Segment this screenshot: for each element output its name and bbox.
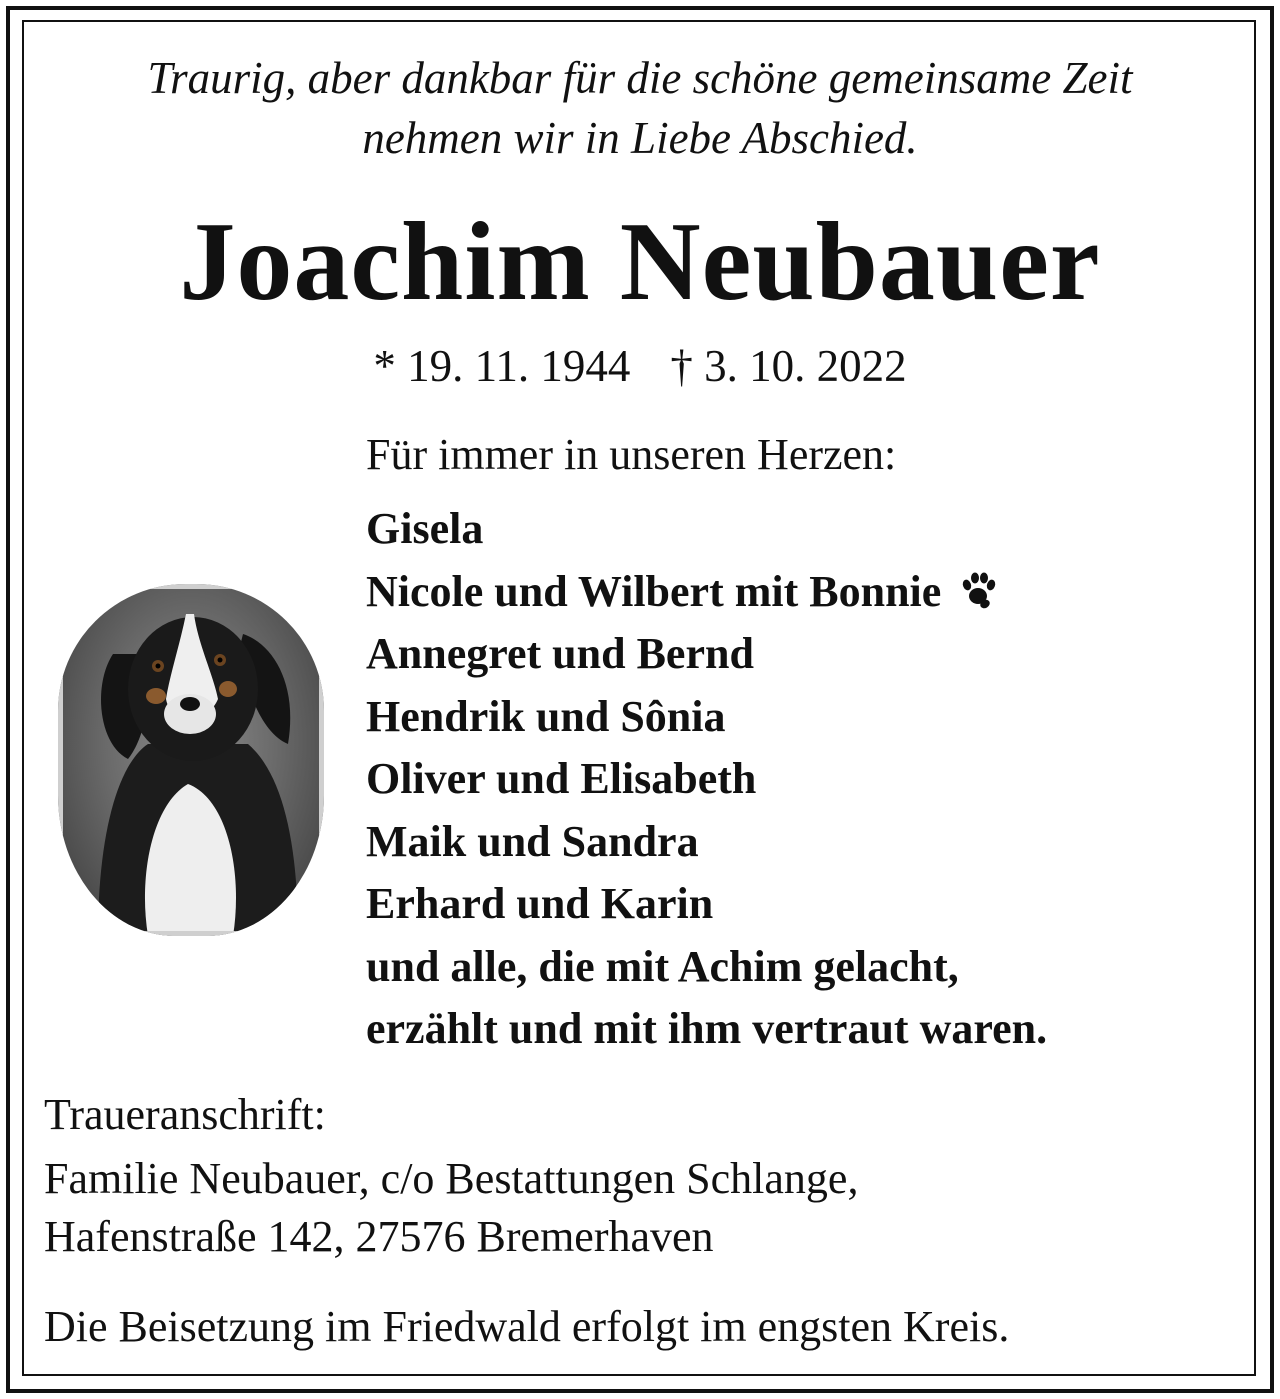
mourner-item: Maik und Sandra	[366, 816, 699, 866]
mourner-item: Erhard und Karin	[366, 879, 714, 928]
mourner-item: erzählt und mit ihm vertraut waren.	[366, 1004, 1048, 1053]
mourners-heading: Für immer in unseren Herzen:	[366, 430, 897, 479]
mourner-item: Nicole und Wilbert mit Bonnie	[366, 561, 1047, 624]
mourner-item: Hendrik und Sônia	[366, 691, 726, 741]
mourner-item: Oliver und Elisabeth	[366, 754, 757, 803]
mourning-address	[44, 1150, 858, 1266]
intro-line-2: nehmen wir in Liebe Abschied.	[362, 113, 918, 163]
address-line-1: Familie Neubauer, c/o Bestattungen Schlange,	[44, 1154, 859, 1203]
birth-date: * 19. 11. 1944	[373, 341, 631, 391]
intro-line-1: Traurig, aber dankbar für die schöne gemeinsame Zeit	[147, 53, 1133, 103]
deceased-name: Joachim Neubauer	[179, 200, 1101, 324]
address-label: Traueranschrift:	[44, 1090, 326, 1139]
intro-text	[30, 48, 1250, 168]
burial-note: Die Beisetzung im Friedwald erfolgt im engsten Kreis.	[44, 1302, 1010, 1351]
mourner-list	[366, 498, 1047, 1061]
mourner-item: Gisela	[366, 504, 484, 553]
mourner-item: Annegret und Bernd	[366, 629, 754, 678]
death-date: † 3. 10. 2022	[670, 341, 907, 391]
dog-portrait-image	[58, 584, 324, 936]
mourner-item: und alle, die mit Achim gelacht,	[366, 941, 959, 991]
address-line-2: Hafenstraße 142, 27576 Bremerhaven	[44, 1212, 714, 1261]
paw-print-icon	[955, 566, 1001, 612]
life-dates	[30, 336, 1250, 396]
